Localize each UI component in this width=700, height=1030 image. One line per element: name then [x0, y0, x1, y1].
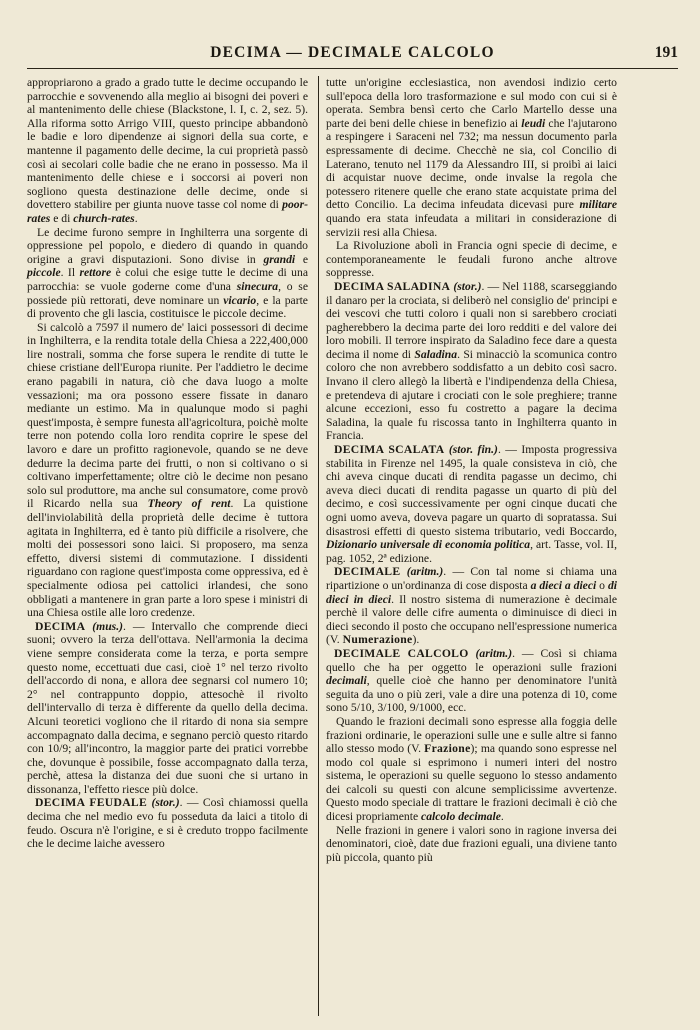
- italic-term: rettore: [79, 266, 112, 280]
- running-header: [27, 44, 678, 68]
- text: . — Con tal nome si chiama una ripartizione o un'ordinanza di cose disposta: [326, 565, 617, 592]
- italic-term: leudi: [521, 116, 546, 130]
- entry-tag: (stor.): [151, 796, 180, 810]
- entry-headword: DECIMA SALADINA: [334, 279, 451, 293]
- text: . Si minacciò la scomunica contro coloro che non avrebbero soddisfatto a un debito così sacro. Invano il clero allegò la libertà e l'indipendenza della Chiesa, e pretendeva di ajutare i crociati con le sole preghiere; tranne alcune eccezioni, esso fu costretto a pagare la decima Saladina, la quale fu riscossa tanto in Inghilterra quanto in Francia.: [326, 347, 617, 443]
- text: e di: [50, 211, 74, 225]
- text: o: [596, 578, 608, 592]
- text: .: [500, 810, 504, 824]
- entry-decima-feudale: [27, 796, 308, 850]
- italic-term: militare: [579, 198, 617, 212]
- text: .: [134, 211, 138, 225]
- text: . Il nostro sistema di numerazione è decimale perchè il valore delle cifre aumenta o diminuisce di dieci in dieci secondo il posto che occupano nell'espressione numerica (V.: [326, 592, 617, 647]
- text: Si calcolò a 7597 il numero de' laici possessori di decime in Inghilterra, e la rendita totale della Chiesa a 222,400,000 lire nostrali, somma che forse supera le rendite di tutte le chiese cristiane dell'Europa riunite. Per l'addietro le decime erano pagabili in natura, ciò che dava luogo a molte vessazioni; ma ora possono essere fissate in danaro mediante un estimo. Ma in qualunque modo si paghi quest'imposta, è sempre funesta all'agricoltura, poichè molte terre non potendo colla loro rendita coprire le spese del lavoro e dare un profitto ragionevole, quando se ne deve dedurre la decima parte dei frutti, o non si coltivano o si coltivano imperfettamente; oltre ciò le decime non pesano solo sul produttore, ma anche sul consumatore, come provò il Ricardo nella sua: [27, 320, 308, 511]
- text: Quando le frazioni decimali sono espresse alla foggia delle frazioni ordinarie, le operazioni sulle une e sulle altre si fanno allo stesso modo (V.: [326, 714, 617, 756]
- text: . La quistione dell'inviolabilità della proprietà delle decime è tuttora agitata in Inghilterra, ed è tanto più difficile a risolvere, che molti dei possessori sono laici. Si proposero, ma senza effetto, diversi sistemi di commutazione. I dissidenti riguardano con ragione quest'imposta come oppressiva, ed è specialmente odiosa pei cattolici irlandesi, che sono obbligati a mantenere in gran parte a loro spese i ministri di una Chiesa ostile alle loro credenze.: [27, 497, 308, 620]
- entry-headword: DECIMALE CALCOLO: [334, 646, 469, 660]
- italic-term: Saladina: [414, 347, 458, 361]
- italic-term: vicario: [223, 293, 257, 307]
- text: e: [295, 252, 308, 266]
- cross-reference: Numerazione: [342, 633, 413, 647]
- paragraph: Nelle frazioni in genere i valori sono in ragione inversa dei denominatori, cioè, date due frazioni eguali, una diviene tanto più piccola, quanto più: [326, 823, 617, 864]
- column-divider: [318, 76, 319, 1016]
- text: . — Imposta progressiva stabilita in Firenze nel 1495, la quale consisteva in ciò, che chi aveva cinque ducati di rendita pagasse un decimo, chi aveva dieci ducati di rendita pagasse un quarto di più del decimo, e così successivamente per ogni cinque ducati che ogni uomo aveva, doveva pagare un quarto di sopratassa. Sui disastrosi effetti di questo sistema tributario, vedi Boccardo,: [326, 443, 617, 538]
- text: tutte un'origine ecclesiastica, non avendosi indizio certo sull'epoca della loro trasformazione e sul modo con cui si è operata. Sembra bensì certo che Carlo Martello desse una parte dei beni delle chiese in benefizio ai: [326, 76, 617, 130]
- entry-tag: (aritm.): [406, 565, 444, 579]
- text: , e la parte di provento che gli lascia, costituisce le piccole decime.: [27, 293, 308, 321]
- entry-decimale-calcolo: [326, 647, 617, 715]
- paragraph: [27, 321, 308, 620]
- italic-term: Dizionario universale di economia politica: [326, 538, 531, 552]
- entry-headword: DECIMALE: [334, 565, 401, 579]
- italic-term: sinecura: [236, 279, 279, 293]
- entry-tag: (stor.): [453, 279, 482, 293]
- italic-term: calcolo decimale: [421, 810, 501, 824]
- entry-decima-mus: [27, 620, 308, 797]
- entry-decima-saladina: [326, 280, 617, 443]
- left-column: [27, 76, 308, 851]
- entry-decima-scalata: [326, 443, 617, 565]
- text: che l'ajutarono a respingere i Saraceni nel 732; ma nessun documento parla espressamente di decime. Checchè ne sia, col Concilio di Laterano, tenuto nel 1179 da Alessandro III, si proibì ai laici di acquistar nuove decime, onde invalse la regola che potessero ritenere quelle che erano state acquistate prima del detto Concilio. La decima infeudata dicevasi pure: [326, 116, 618, 212]
- paragraph: [326, 715, 617, 824]
- entry-tag: (stor. fin.): [448, 443, 498, 457]
- italic-term: piccole: [27, 266, 61, 280]
- italic-term: church-rates: [73, 211, 135, 225]
- entry-headword: DECIMA: [35, 619, 86, 633]
- entry-headword: DECIMA FEUDALE: [35, 796, 148, 810]
- entry-headword: DECIMA SCALATA: [334, 443, 445, 457]
- text: è colui che esige tutte le decime di una parrocchia: se vuole goderne come d'una: [27, 266, 308, 293]
- text: . — Nel 1188, scarseggiando il danaro per la crociata, si deliberò nel consiglio de' principi e dei vescovi che tutti coloro i quali non si sarebbero crociati pagherebbero la decima parte dei loro redditi e del valore dei loro mobili. Il terrore inspirato da Saladino fece dare a questa decima il nome di: [326, 279, 617, 361]
- italic-term: poor-rates: [27, 198, 308, 225]
- page-number: 191: [654, 44, 678, 61]
- entry-decimale: [326, 565, 617, 647]
- paragraph: [27, 76, 308, 226]
- cross-reference: Frazione: [424, 742, 471, 756]
- italic-term: decimali: [326, 674, 367, 688]
- text: Le decime furono sempre in Inghilterra una sorgente di oppressione pel popolo, e diedero di quando in quando origine a gravi disputazioni. Sono divise in: [27, 225, 308, 266]
- entry-tag: (mus.): [92, 619, 123, 633]
- entry-tag: (aritm.): [475, 646, 513, 660]
- italic-term: grandi: [263, 252, 296, 266]
- text: . — Intervallo che comprende dieci suoni; ovvero la terza dell'ottava. Nell'armonia la decima viene sempre considerata come la terza, e porta sempre questo nome, eccettuati due casi, cioè 1° nel terzo rivolto dell'accordo di nona, e allora dee segnarsi col numero 10; 2° nel contrappunto doppio, attesochè il rivolto dell'intervallo di terza è differente da quello della decima. Alcuni teoretici vogliono che il ritardo di nona sia sempre accompagnato dalla decima, e segnano perciò questo ritardo con 10/9; all'incontro, la maggior parte dei pratici vorrebbe che, dovunque è possibile, fosse accompagnato dalla terza, perchè, attesa la distanza dei due suoni che si urtano in dissonanza, l'effetto riesce più dolce.: [27, 619, 308, 796]
- italic-term: Theory of rent: [147, 497, 231, 511]
- text: , quelle cioè che hanno per denominatore l'unità seguita da uno o più zeri, vale a dire una potenza di 10, come sono 5/10, 3/100, 9/1000, ecc.: [326, 674, 617, 715]
- text: , o se possiede più rettorati, deve nominare un: [27, 279, 308, 307]
- italic-term: a dieci a dieci: [530, 578, 597, 592]
- header-rule: [27, 68, 678, 69]
- text: , art. Tasse, vol. II, pag. 1052, 2ª edizione.: [326, 538, 618, 565]
- paragraph: La Rivoluzione abolì in Francia ogni specie di decime, e contemporaneamente le feudali furono anche altrove soppresse.: [326, 239, 617, 280]
- text: . Il: [60, 266, 80, 280]
- paragraph: [326, 76, 617, 239]
- text: ); ma quando sono espresse nel modo col quale si esprimono i numeri interi del nostro sistema, le operazioni su quelle seguono lo stesso andamento dei calcoli su questi con alcune semplicissime avvertenze. Questo modo speciale di trattare le frazioni decimali è ciò che dicesi propriamente: [326, 742, 617, 824]
- right-column: [326, 76, 617, 864]
- italic-term: di dieci in dieci: [326, 578, 617, 606]
- paragraph: [27, 226, 308, 321]
- text: ).: [412, 633, 420, 647]
- text: . — Così si chiama quello che ha per oggetto le operazioni sulle frazioni: [326, 646, 617, 674]
- running-title: DECIMA — DECIMALE CALCOLO: [210, 44, 495, 61]
- text: quando era stata infeudata a militari in considerazione di servizii resi alla Chiesa.: [326, 211, 617, 239]
- text: appropriarono a grado a grado tutte le decime occupando le parrocchie e sovvenendo alla meglio ai bisogni dei poveri e al mantenimento delle chiese (Blackstone, l. I, c. 2, sez. 5). Alla riforma sotto Arrigo VIII, questo principe abbandonò le badie e loro dipendenze ai signori della sua corte, e mantenne il pagamento delle decime, la cui proprietà passò così ai secolari colle badie che ne erano in possesso. Ma il mantenimento delle chiese e i soccorsi ai poveri non sogliono questa destinazione delle decime, onde si dovettero stabilire per giunta nuove tasse col nome di: [27, 76, 308, 212]
- text: . — Così chiamossi quella decima che nel medio evo fu posseduta da laici a titolo di feudo. Oscura n'è l'origine, e si è creduto troppo facilmente che le decime laiche avessero: [27, 796, 308, 851]
